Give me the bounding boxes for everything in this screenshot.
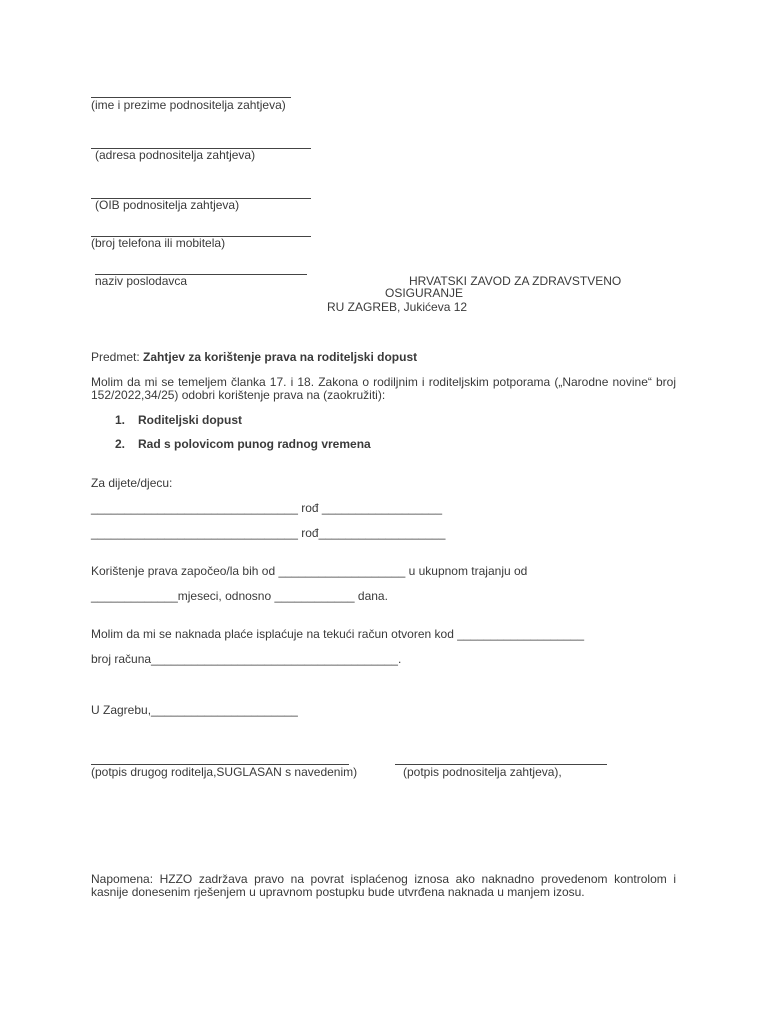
child-row-2[interactable]: _______________________________ rođ___________________ [91,526,446,540]
option-2-number[interactable]: 2. [115,437,126,451]
children-intro: Za dijete/djecu: [91,476,173,490]
employer-caption: naziv poslodavca [95,274,188,288]
note-paragraph: Napomena: HZZO zadržava pravo na povrat isplaćenog iznosa ako naknadno provedenom kontrolom i kasnije donesenim rješenjem u upravnom postupku bude utvrđena naknada u manjem izosu. [91,872,676,899]
request-paragraph: Molim da mi se temeljem članka 17. i 18. Zakona o rodiljnim i roditeljskim potporama („Narodne novine“ broj 152/2022,34/25) odobri korištenje prava na (zaokružiti): [91,375,676,402]
applicant-address-caption: (adresa podnositelja zahtjeva) [95,148,256,162]
subject-label: Predmet: [91,350,140,364]
applicant-name-caption: (ime i prezime podnositelja zahtjeva) [91,98,286,112]
subject-line [91,350,417,364]
payment-line-2[interactable]: broj računa_____________________________________. [91,652,402,666]
other-parent-signature-caption: (potpis drugog roditelja,SUGLASAN s navedenim) [91,765,358,779]
applicant-oib-caption: (OIB podnositelja zahtjeva) [95,198,240,212]
recipient-line-3: RU ZAGREB, Jukićeva 12 [327,300,468,314]
option-1-label[interactable]: Roditeljski dopust [138,413,243,427]
usage-line-1[interactable]: Korištenje prava započeo/la bih od ___________________ u ukupnom trajanju od [91,564,528,578]
recipient-line-2: OSIGURANJE [385,286,464,300]
payment-line-1[interactable]: Molim da mi se naknada plaće isplaćuje na tekući račun otvoren kod ___________________ [91,627,585,641]
option-2-label[interactable]: Rad s polovicom punog radnog vremena [138,437,371,451]
recipient-line-1: HRVATSKI ZAVOD ZA ZDRAVSTVENO [409,274,622,288]
usage-line-2[interactable]: _____________mjeseci, odnosno ____________ dana. [91,589,388,603]
subject-text: Zahtjev za korištenje prava na roditeljski dopust [143,350,418,364]
place-date-field[interactable]: U Zagrebu,______________________ [91,703,298,717]
applicant-signature-caption: (potpis podnositelja zahtjeva), [403,765,562,779]
child-row-1[interactable]: _______________________________ rođ __________________ [91,501,443,515]
applicant-phone-caption: (broj telefona ili mobitela) [91,236,226,250]
option-1-number[interactable]: 1. [115,413,126,427]
